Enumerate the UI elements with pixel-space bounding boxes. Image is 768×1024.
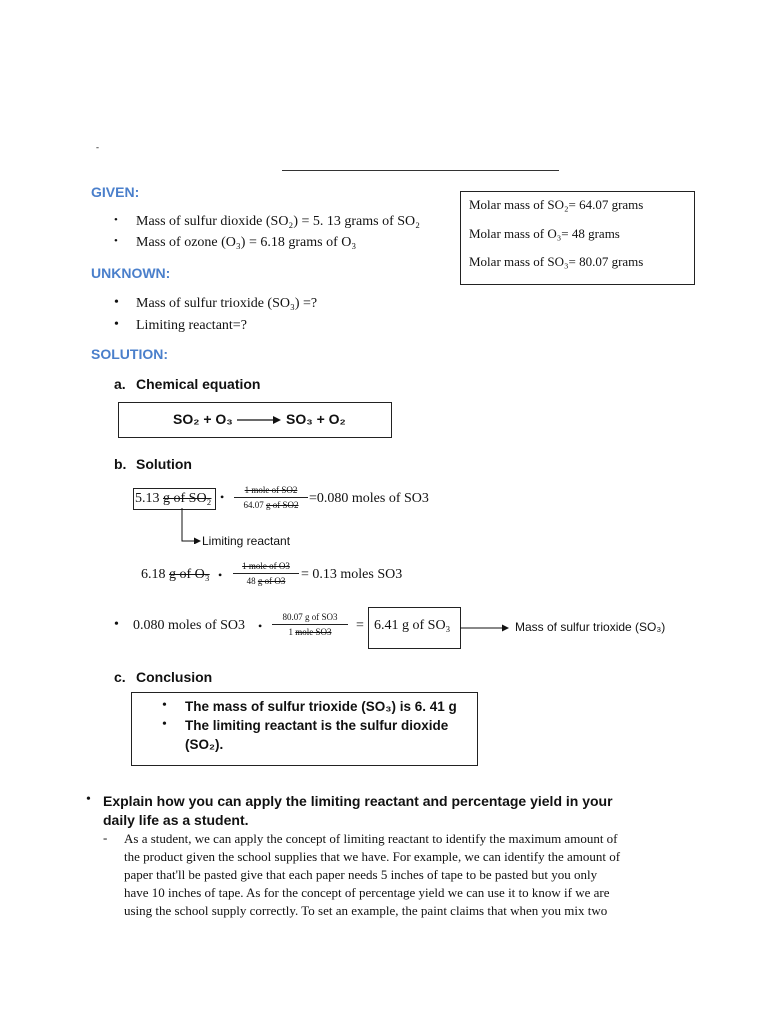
conclusion-box (131, 692, 478, 766)
given-bullet-1: • (114, 214, 118, 226)
limiting-arrow-icon (180, 508, 202, 544)
calc2-frac-den-value: 48 (246, 576, 258, 586)
given-item-1: Mass of sulfur dioxide (SO₂) = 5. 13 grams of SO₂ (136, 214, 421, 229)
conclusion-item-2: The limiting reactant is the sulfur dioxide (185, 718, 449, 733)
calc3-bullet: • (114, 617, 119, 632)
unknown-heading: UNKNOWN: (91, 265, 171, 281)
equation-products: SO₃ + O₂ (286, 411, 346, 427)
section-b-label: b. (114, 456, 127, 472)
calc2-mass: 6.18 g of O₃ (141, 567, 210, 582)
top-mark: - (96, 142, 99, 152)
calc1-mass-unit: g of SO₂ (163, 491, 212, 506)
calc3-prefix: 0.080 moles of SO3 (133, 618, 245, 633)
calc1-frac-den-value: 64.07 (243, 500, 266, 510)
solution-heading: SOLUTION: (91, 346, 168, 362)
molar-mass-so3: Molar mass of SO₃= 80.07 grams (469, 254, 644, 269)
limiting-reactant-note: Limiting reactant (202, 534, 291, 548)
calc2-mass-unit: g of O₃ (169, 567, 210, 582)
section-a-label: a. (114, 376, 126, 392)
section-a-title: Chemical equation (136, 376, 261, 392)
molar-mass-box (460, 191, 695, 285)
calc1-fraction (234, 485, 308, 511)
calc3-equals: = (356, 618, 364, 633)
conclusion-item-2-cont: (SO₂). (185, 737, 224, 752)
given-bullet-2: • (114, 235, 118, 247)
calc2-fraction (233, 561, 299, 587)
answer-line-1: As a student, we can apply the concept of limiting reactant to identify the maximum amount of (124, 831, 618, 846)
unknown-item-1: Mass of sulfur trioxide (SO₃) =? (136, 296, 318, 311)
calc3-frac-den-value: 1 (288, 627, 296, 637)
section-b-title: Solution (136, 456, 192, 472)
given-item-2: Mass of ozone (O₃) = 6.18 grams of O₃ (136, 235, 357, 250)
calc2-result: = 0.13 moles SO3 (301, 567, 403, 582)
calc3-note: Mass of sulfur trioxide (SO₃) (515, 620, 666, 634)
molar-mass-so2: Molar mass of SO₂= 64.07 grams (469, 197, 644, 212)
conclusion-bullet-1: • (162, 698, 167, 713)
calc3-frac-den-unit: mole SO3 (295, 627, 332, 637)
question-bullet: • (86, 792, 91, 807)
calc3-result-box (368, 607, 461, 649)
calc1-result: =0.080 moles of SO3 (309, 491, 429, 506)
question-line-2: daily life as a student. (103, 812, 249, 828)
calc3-dot: • (258, 619, 263, 633)
answer-line-3: paper that'll be pasted give that each paper needs 5 inches of tape to be pasted but you only (124, 867, 598, 882)
calc3-frac-num: 80.07 g of SO3 (272, 612, 348, 625)
question-line-1: Explain how you can apply the limiting reactant and percentage yield in your (103, 793, 613, 809)
calc2-frac-num: 1 mole of O3 (233, 561, 299, 574)
conclusion-bullet-2: • (162, 717, 167, 732)
section-c-title: Conclusion (136, 669, 213, 685)
conclusion-item-1: The mass of sulfur trioxide (SO₃) is 6. 41 g (185, 699, 457, 714)
calc2-frac-den-unit: g of O3 (257, 576, 286, 586)
molar-mass-o3: Molar mass of O₃= 48 grams (469, 226, 620, 241)
answer-line-2: the product given the school supplies that we have. For example, we can identify the amount of (124, 849, 621, 864)
equation-reactants: SO₂ + O₃ (173, 411, 233, 427)
calc1-dot: • (220, 490, 225, 504)
header-rule (282, 170, 559, 171)
section-c-label: c. (114, 669, 126, 685)
calc1-frac-den-unit: g of SO2 (265, 500, 299, 510)
given-heading: GIVEN: (91, 184, 140, 200)
calc3-fraction (272, 612, 348, 638)
answer-line-5: using the school supply correctly. To set an example, the paint claims that when you mix two (124, 903, 608, 918)
answer-dash: - (103, 830, 108, 845)
calc1-boxed-mass (133, 488, 216, 510)
reaction-arrow-icon (237, 415, 281, 425)
calc1-frac-num: 1 mole of SO2 (234, 485, 308, 498)
mass-arrow-icon (460, 623, 510, 633)
answer-line-4: have 10 inches of tape. As for the concept of percentage yield we can use it to know if we are (124, 885, 610, 900)
unknown-bullet-2: • (114, 317, 119, 332)
calc1-mass-value: 5.13 (135, 491, 163, 506)
equation-box (118, 402, 392, 438)
answer-paragraph (124, 830, 684, 920)
unknown-item-2: Limiting reactant=? (136, 318, 247, 333)
calc2-dot: • (218, 568, 223, 582)
unknown-bullet-1: • (114, 295, 119, 310)
calc3-result: 6.41 g of SO₃ (374, 618, 451, 633)
